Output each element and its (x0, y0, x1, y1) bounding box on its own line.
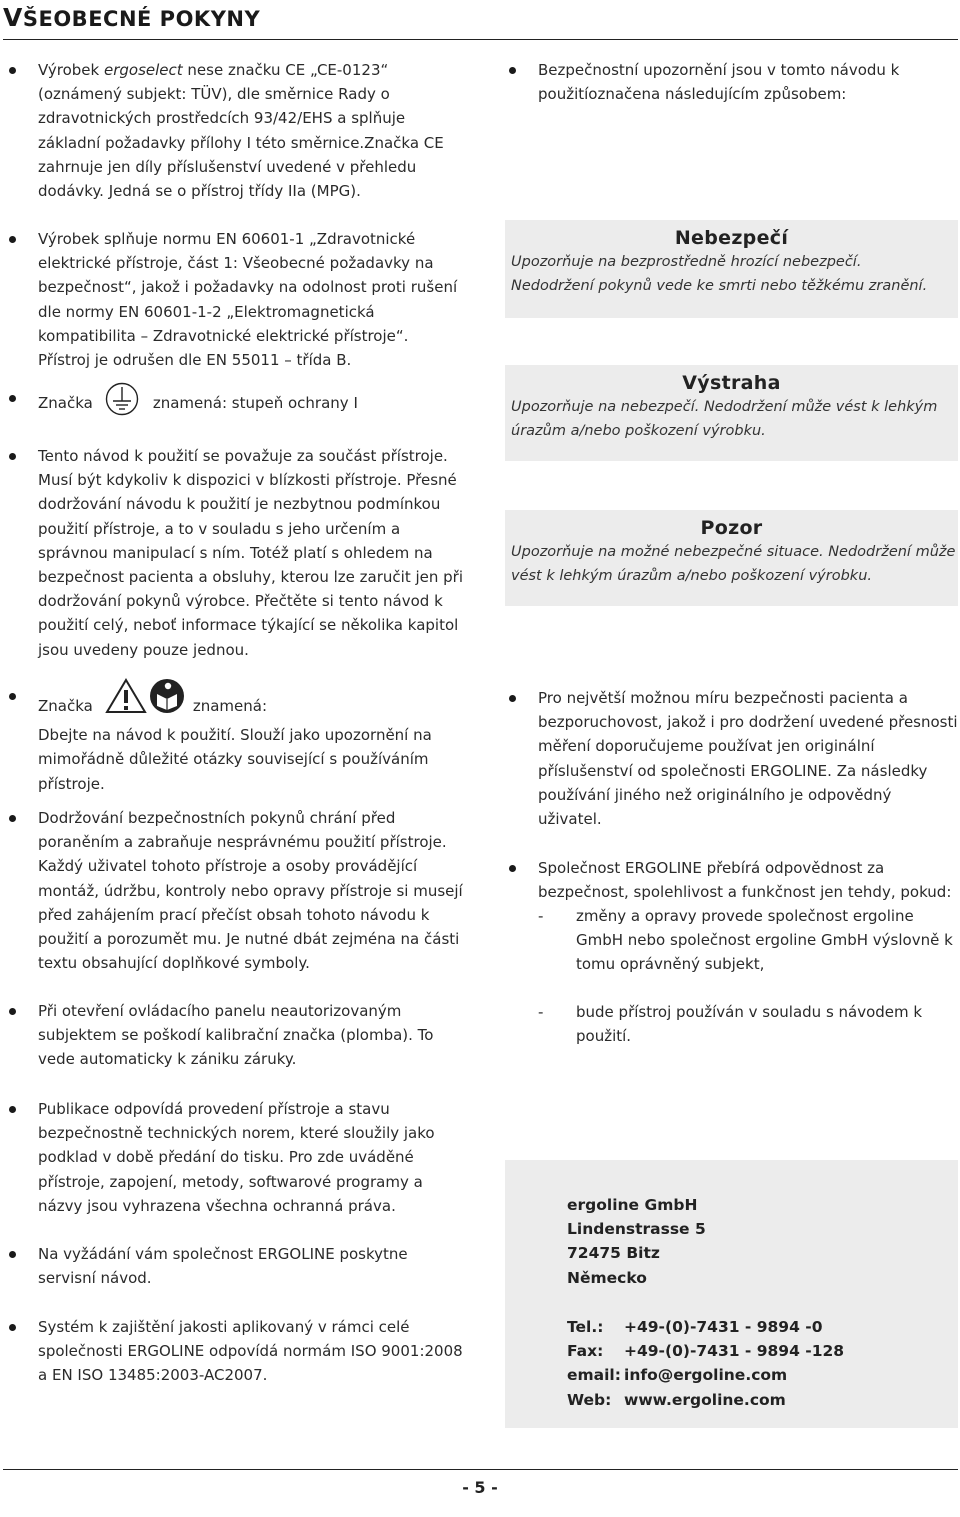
city: 72475 Bitz (567, 1244, 660, 1263)
address-box (505, 1160, 958, 1428)
danger-title: Nebezpečí (674, 227, 789, 249)
bullet (9, 815, 16, 822)
web-row: Web: www.ergoline.com (567, 1388, 844, 1412)
title-initial: V (3, 3, 23, 32)
bullet (9, 453, 16, 460)
condition-item-1: - změny a opravy provede společnost ergoline GmbH nebo společnost ergoline GmbH výslovně k tomu oprávněný subjekt, (538, 907, 953, 974)
list-item-norm: Výrobek splňuje normu EN 60601-1 „Zdravotnické elektrické přístroje, část 1: Všeobecné požadavky na bezpečnost“, jakož i požadavky na odolnost proti rušení dle normy EN 60601-1-2 „Elektromagnetická kompatibilita – Zdravotnické elektrické přístroje“. Přístroj je odrušen dle EN 55011 – třída B. (38, 227, 463, 372)
top-divider (3, 39, 958, 40)
list-item-intro: Bezpečnostní upozornění jsou v tomto návodu k použitíoznačena následujícím způsobem: (538, 58, 958, 106)
street: Lindenstrasse 5 (567, 1220, 706, 1239)
ground-icon (103, 382, 141, 416)
bullet (9, 1008, 16, 1015)
read-manual-icon (149, 678, 185, 721)
warning-triangle-icon (105, 678, 147, 721)
danger-text-2: Nedodržení pokynů vede ke smrti nebo těžkému zranění. (511, 278, 928, 294)
list-item-ce: Výrobek ergoselect nese značku CE „CE-0123“ (oznámený subjekt: TÜV), dle směrnice Rady o zdravotnických prostředcích 93/42/EHS a splňuje základní požadavky přílohy I této směrnice.Značka CE zahrnuje jen díly příslušenství uvedené v přehledu dodávky. Jedná se o přístroj třídy IIa (MPG). (38, 58, 463, 203)
page-title (3, 3, 260, 32)
list-item-accessories: Pro největší možnou míru bezpečnosti pacienta a bezporuchovost, jakož i pro dodržení uvedené přesnosti měření doporučujeme používat jen originální příslušenství od společnosti ERGOLINE. Za následky používání jiného než originálního je odpovědný uživatel. (538, 686, 958, 831)
bullet (9, 693, 16, 700)
email-link[interactable]: info@ergoline.com (624, 1366, 788, 1385)
caution-box (505, 510, 958, 606)
bullet (9, 1324, 16, 1331)
bullet (9, 236, 16, 243)
list-item-quality: Systém k zajištění jakosti aplikovaný v rámci celé společnosti ERGOLINE odpovídá normám ISO 9001:2008 a EN ISO 13485:2003-AC2007. (38, 1315, 463, 1388)
list-item-safety: Dodržování bezpečnostních pokynů chrání před poraněním a zabraňuje nesprávnému použití přístroje. Každý uživatel tohoto přístroje a osoby provádějící montáž, údržbu, kontroly nebo opravy přístroje si musejí před zahájením prací přečíst obsah tohoto návodu k použití a porozumět mu. Je nutné dbát zejména na části textu obsahující doplňkové symboly. (38, 806, 463, 975)
caution-text-2: vést k lehkým úrazům a/nebo poškození výrobku. (511, 568, 872, 584)
title-rest: ŠEOBECNÉ POKYNY (22, 7, 261, 31)
condition-item-2: - bude přístroj používán v souladu s návodem k použití. (538, 1003, 923, 1046)
bullet (9, 395, 16, 402)
company-name: ergoline GmbH (567, 1196, 698, 1214)
bullet (509, 695, 516, 702)
bullet (509, 67, 516, 74)
bullet (9, 67, 16, 74)
list-item-protection-class: Značka znamená: stupeň ochrany I (38, 386, 463, 420)
list-item-service: Na vyžádání vám společnost ERGOLINE poskytne servisní návod. (38, 1242, 463, 1290)
warning-box (505, 365, 958, 461)
country: Německo (567, 1268, 647, 1287)
warning-text-2: úrazům a/nebo poškození výrobku. (511, 423, 766, 439)
caution-text-1: Upozorňuje na možné nebezpečné situace. Nedodržení může (511, 544, 956, 560)
bullet (509, 865, 516, 872)
caution-title: Pozor (700, 517, 763, 539)
list-item-warning-symbols: Značka znamená: Dbejte na návod k použití. Slouží jako upozornění na mimořádně důležité otázky související s používáním přístroje. (38, 684, 463, 796)
list-item-responsibility: Společnost ERGOLINE přebírá odpovědnost za bezpečnost, spolehlivost a funkčnost jen tehdy, pokud: (538, 856, 958, 904)
list-item-panel: Při otevření ovládacího panelu neautorizovaným subjektem se poškodí kalibrační značka (plomba). To vede automaticky k zániku záruky. (38, 999, 463, 1072)
warning-text-1: Upozorňuje na nebezpečí. Nedodržení může vést k lehkým (511, 399, 938, 415)
list-item-manual: Tento návod k použití se považuje za součást přístroje. Musí být kdykoliv k dispozici v blízkosti přístroje. Přesné dodržování návodu k použití je nezbytnou podmínkou použití přístroje, a to v souladu s jeho určením a správnou manipulací s ním. Totéž platí s ohledem na bezpečnost pacienta a obsluhy, kterou lze zaručit jen při dodržování pokynů výrobce. Přečtěte si tento návod k použití celý, neboť informace týkající se několika kapitol jsou uvedeny pouze jednou. (38, 444, 463, 662)
web-link[interactable]: www.ergoline.com (624, 1390, 786, 1409)
bottom-divider (3, 1469, 958, 1470)
bullet (9, 1106, 16, 1113)
list-item-publication: Publikace odpovídá provedení přístroje a stavu bezpečnostně technických norem, které sloužily jako podklad v době předání do tisku. Pro zde uváděné přístroje, zapojení, metody, softwarové programy a názvy jsou vyhrazena všechna ochranná práva. (38, 1097, 463, 1218)
brand-name: ergoselect (103, 61, 183, 79)
bullet (9, 1251, 16, 1258)
danger-text-1: Upozorňuje na bezprostředně hrozící nebezpečí. (511, 254, 862, 270)
phone-row: Tel.: +49-(0)-7431 - 9894 -0 (567, 1318, 823, 1336)
fax-row: Fax: +49-(0)-7431 - 9894 -128 (567, 1342, 845, 1361)
warning-title: Výstraha (682, 372, 781, 394)
page-number: - 5 - (462, 1478, 498, 1497)
email-row: email: info@ergoline.com (567, 1363, 844, 1387)
danger-box (505, 220, 958, 318)
